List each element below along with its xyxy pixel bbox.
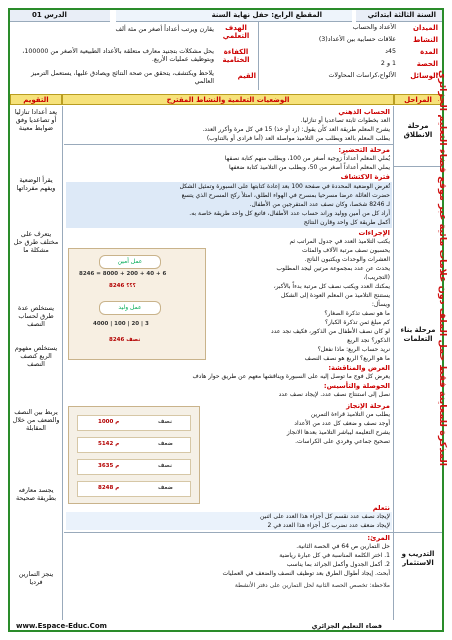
amin-box: 8246 ؟؟؟	[109, 283, 136, 289]
synthesis-title: الحوصلة والتأسيس:	[323, 382, 390, 390]
activity-line: يحسبون نصف مرتبة الآلاف والمئات	[301, 247, 390, 254]
evaluation-column	[10, 106, 63, 620]
unit-bar	[116, 10, 352, 22]
exercise-value: 1000 م	[98, 419, 120, 425]
eval-item: يستخلص عدة طرق لحساب النصف	[17, 304, 55, 328]
session-value: 1 و 2	[380, 60, 396, 67]
footer-brand: فضاء التعليم الجزائري	[311, 622, 382, 630]
phases-header: المراحل	[394, 94, 442, 105]
evaluation-header: التقويم	[10, 94, 62, 105]
field-value: الأعداد والحساب	[352, 24, 396, 31]
eval-item: يتعرف على مختلف طرق حل مشكلة ما	[13, 230, 59, 254]
eval-item: يجسد معارفه بطريقة صحيحة	[15, 486, 57, 502]
prep-title: مرحلة التحضير:	[338, 146, 390, 154]
activity-label: النشاط	[413, 36, 438, 44]
activity-line: أبحث. إيجاد أطوال الطرق بعد توظيف النصف والضعف في العمليات	[222, 570, 390, 577]
exercise-row	[77, 415, 191, 431]
activities-column	[64, 106, 394, 620]
footer-note: ملاحظة: تخصص الحصة الثانية لحل التمارين على دفتر الأنشطة	[234, 582, 390, 589]
exercise-row	[77, 459, 191, 475]
activity-line: أوجد نصف و ضعف كل عدد من الأعداد	[294, 420, 390, 427]
learn-title: نتعلم	[372, 504, 390, 512]
divider	[394, 166, 442, 167]
activity-line: يكتب التلاميذ العدد في جدول المراتب ثم	[289, 238, 390, 245]
competence-value: يحل مشكلات بتجنيد معارف متعلقة بالأعداد الطبيعية الأصغر من 100000، وبتوظيف عمليات الأربع.	[22, 48, 214, 63]
materials-label: الوسائل	[410, 72, 438, 80]
activities-header: الوضعيات التعلمية والنشاط المقترح	[62, 94, 394, 105]
exercise-row	[77, 437, 191, 453]
eval-item: يستخلص مفهوم الربع كنصف النصف	[14, 344, 58, 368]
exercise-value: 3635 م	[98, 463, 120, 469]
activity-line: يعرض كل فوج ما توصل إليه على السبورة ويناقشها معهم عن طريق حوار هادف	[192, 373, 390, 380]
amin-calc: 8246 = 8000 + 200 + 40 + 6	[79, 271, 167, 277]
activity-line: لإيجاد نصف عدد نقسم كل أجزاء هذا العدد على اثنين	[259, 513, 390, 520]
activity-value: علاقات حسابية بين الأعداد(3)	[318, 36, 396, 43]
walid-title: عمل وليد	[99, 301, 161, 315]
worked-example-figure	[68, 248, 206, 360]
activity-line: أراد كل من أمين ووليد وراند حساب عدد الأطفال، فاتبع كل واحد طريقة خاصة به.	[189, 210, 390, 217]
header	[10, 10, 442, 92]
procedures-title: الإجراءات	[358, 229, 390, 237]
exercise-label: نصف	[158, 463, 173, 469]
exercise-label: ضعف	[158, 441, 173, 447]
activity-line: يملي المعلم أعداداً أصغر من 50، ويطلب من التلاميذ كتابة ضعفها	[229, 164, 390, 171]
activity-line: ويسأل:	[371, 301, 390, 308]
activity-line: حل التمارين ص 64 في الحصة الثانية.	[296, 543, 390, 550]
activity-line: يُملي المعلم أعداداً زوجية أصغر من 100، ويطلب منهم كتابة نصفها	[224, 155, 390, 162]
amin-title: عمل أمين	[99, 255, 161, 269]
footer	[10, 622, 442, 634]
activity-line: نصل إلى استنتاج نصف عدد. لإيجاد نصف عدد	[278, 391, 390, 398]
activity-line: يحدث عن عدد بمجموعة مرتين ليجد المطلوب	[276, 265, 390, 272]
exercise-value: 5142 م	[98, 441, 120, 447]
values-label: القيم	[237, 72, 256, 80]
activity-line: لو كان نصف الأطفال من الذكور، فكيف نجد عدد	[271, 328, 390, 335]
activity-line: يمكنك العدد ويكتب نصف كل مرتبة بدءاً بالأكبر،	[273, 283, 390, 290]
duration-label: المدة	[420, 48, 438, 56]
activity-line: العد بخطوات ثابتة تصاعديا أو تنازليا.	[300, 117, 390, 124]
competence-label: الكفاءة الختامية	[222, 48, 250, 64]
divider	[394, 532, 442, 533]
values-value: يلاحظ ويكتشف، يتحقق من صحة النتائج ويصادق عليها، يستعمل الترميز العالمي	[30, 70, 214, 85]
activity-line: 2. أكمل الجدول وأكمل الجرائد بما يناسب	[286, 561, 390, 568]
activity-line: يشرح المعلم طريقة العد كأن يقول: (زد أو خذ) 15 في كل مرة وأكرر العدد.	[202, 126, 390, 133]
activity-line: كم مبلغ ثمن تذكرة الكبار؟	[324, 319, 390, 326]
session-label: الحصة	[416, 60, 438, 68]
level-bar	[356, 10, 442, 22]
goals-block	[10, 22, 259, 90]
eval-item: يعد أعدادا تنازليا أو تصاعديا وفق ضوابط معينة	[14, 108, 58, 132]
lesson-label: الدرس 01	[32, 11, 67, 19]
activity-line: تُعرض الوضعية المحددة في صفحة 100 بعد إعادة كتابتها على السبورة وتمثيل الشكل	[179, 183, 390, 190]
phases-column	[393, 106, 442, 620]
exercise-label: ضعف	[158, 485, 173, 491]
watermark-text: المذكرة للمعاينة فقط حمل الملف دون علامات مائية عبر موقع فضاء التعليم الجزائري	[437, 70, 448, 467]
divider	[64, 532, 394, 533]
activity-line: لإيجاد ضعف عدد نضرب كل أجزاء هذا العدد في 2	[267, 522, 390, 529]
duration-value: 45د	[385, 48, 396, 55]
achievement-title: مرحلة الإنجاز	[346, 402, 390, 410]
activity-line: يطلب المعلم بالعد ويطلب من التلاميذ مواصلة العد (أما فرادى أو بالتناوب)	[206, 135, 390, 142]
activity-line: حضرت العائلة عرضا مسرحيا بمسرح في الهواء الطلق، امتلأ ركح المسرح الذي يتسع	[181, 192, 390, 199]
phase-start: مرحلة الانطلاق	[403, 122, 433, 139]
discussion-title: العرض والمناقشة:	[328, 364, 390, 372]
activity-line: تصحيح جماعي وفردي على الكراسات.	[295, 438, 390, 445]
goal-label: الهدف التعلمي	[222, 24, 250, 40]
activity-line: نريد حساب الربع: ماذا نفعل؟	[317, 346, 390, 353]
eval-item: يربط بين النصف والضعف من خلال المقابلة	[12, 408, 60, 432]
activity-line: (التجريب)،	[363, 274, 390, 281]
goal-value: يقارن ويرتب أعداداً أصغر من مئة ألف	[115, 26, 214, 33]
practice-title: المرئ:	[367, 534, 390, 542]
footer-site-link[interactable]: www.Espace-Educ.Com	[16, 622, 107, 630]
walid-row: 4000 | 100 | 20 | 3	[93, 321, 149, 327]
exercise-label: نصف	[158, 419, 173, 425]
exercise-figure	[68, 406, 200, 504]
activity-line: لـ 8246 شخصا، وكان نصف عدد المتفرجين من الأطفال.	[249, 201, 390, 208]
materials-value: الألواح،كراسات المحاولات	[328, 72, 396, 79]
activity-line: ما هو الربع؟ الربع هو نصف النصف	[304, 355, 390, 362]
activity-line: يستنتج التلاميذ من المعلم العودة إلى الشكل	[281, 292, 390, 299]
phase-practice: التدريب و الاستثمار	[401, 550, 435, 567]
exercise-row	[77, 481, 191, 497]
activity-line: يطلب من التلاميذ قراءة التمرين	[310, 411, 390, 418]
eval-item: يقرأ الوضعية ويفهم مفرداتها	[16, 176, 56, 192]
exercise-value: 8248 م	[98, 485, 120, 491]
field-label: الميدان	[413, 24, 438, 32]
activity-line: يشرح التعليمة ليباشر التلاميذ بعدها الانجاز	[286, 429, 390, 436]
level-label: السنة الثالثة ابتدائي	[367, 11, 436, 19]
divider	[64, 144, 394, 145]
walid-row: 8246 نصف	[109, 337, 141, 343]
discovery-title: فترة الاكتشاف	[340, 173, 390, 181]
activity-line: 1. اختر الكلمة المناسبة في كل عبارة رياضية	[279, 552, 390, 559]
lesson-bar	[10, 10, 110, 22]
activity-line: أكمل طريقة كل واحد وقارن النتائج	[303, 219, 390, 226]
unit-label: المقطع الرابع: حفل نهاية السنة	[211, 11, 322, 19]
lesson-sheet	[8, 8, 448, 632]
activity-line: ما هو نصف تذكرة الصغار؟	[324, 310, 390, 317]
watermark	[436, 10, 446, 634]
phase-build: مرحلة بناء التعلمات	[400, 326, 436, 343]
activity-line: العشرات والوحدات ويكتبون الناتج.	[304, 256, 390, 263]
activity-line: الذكور؟ نجد الربع	[347, 337, 390, 344]
eval-item: ينجز التمارين فرديا	[18, 570, 54, 586]
mental-math-title: الحساب الذهني	[338, 108, 390, 116]
